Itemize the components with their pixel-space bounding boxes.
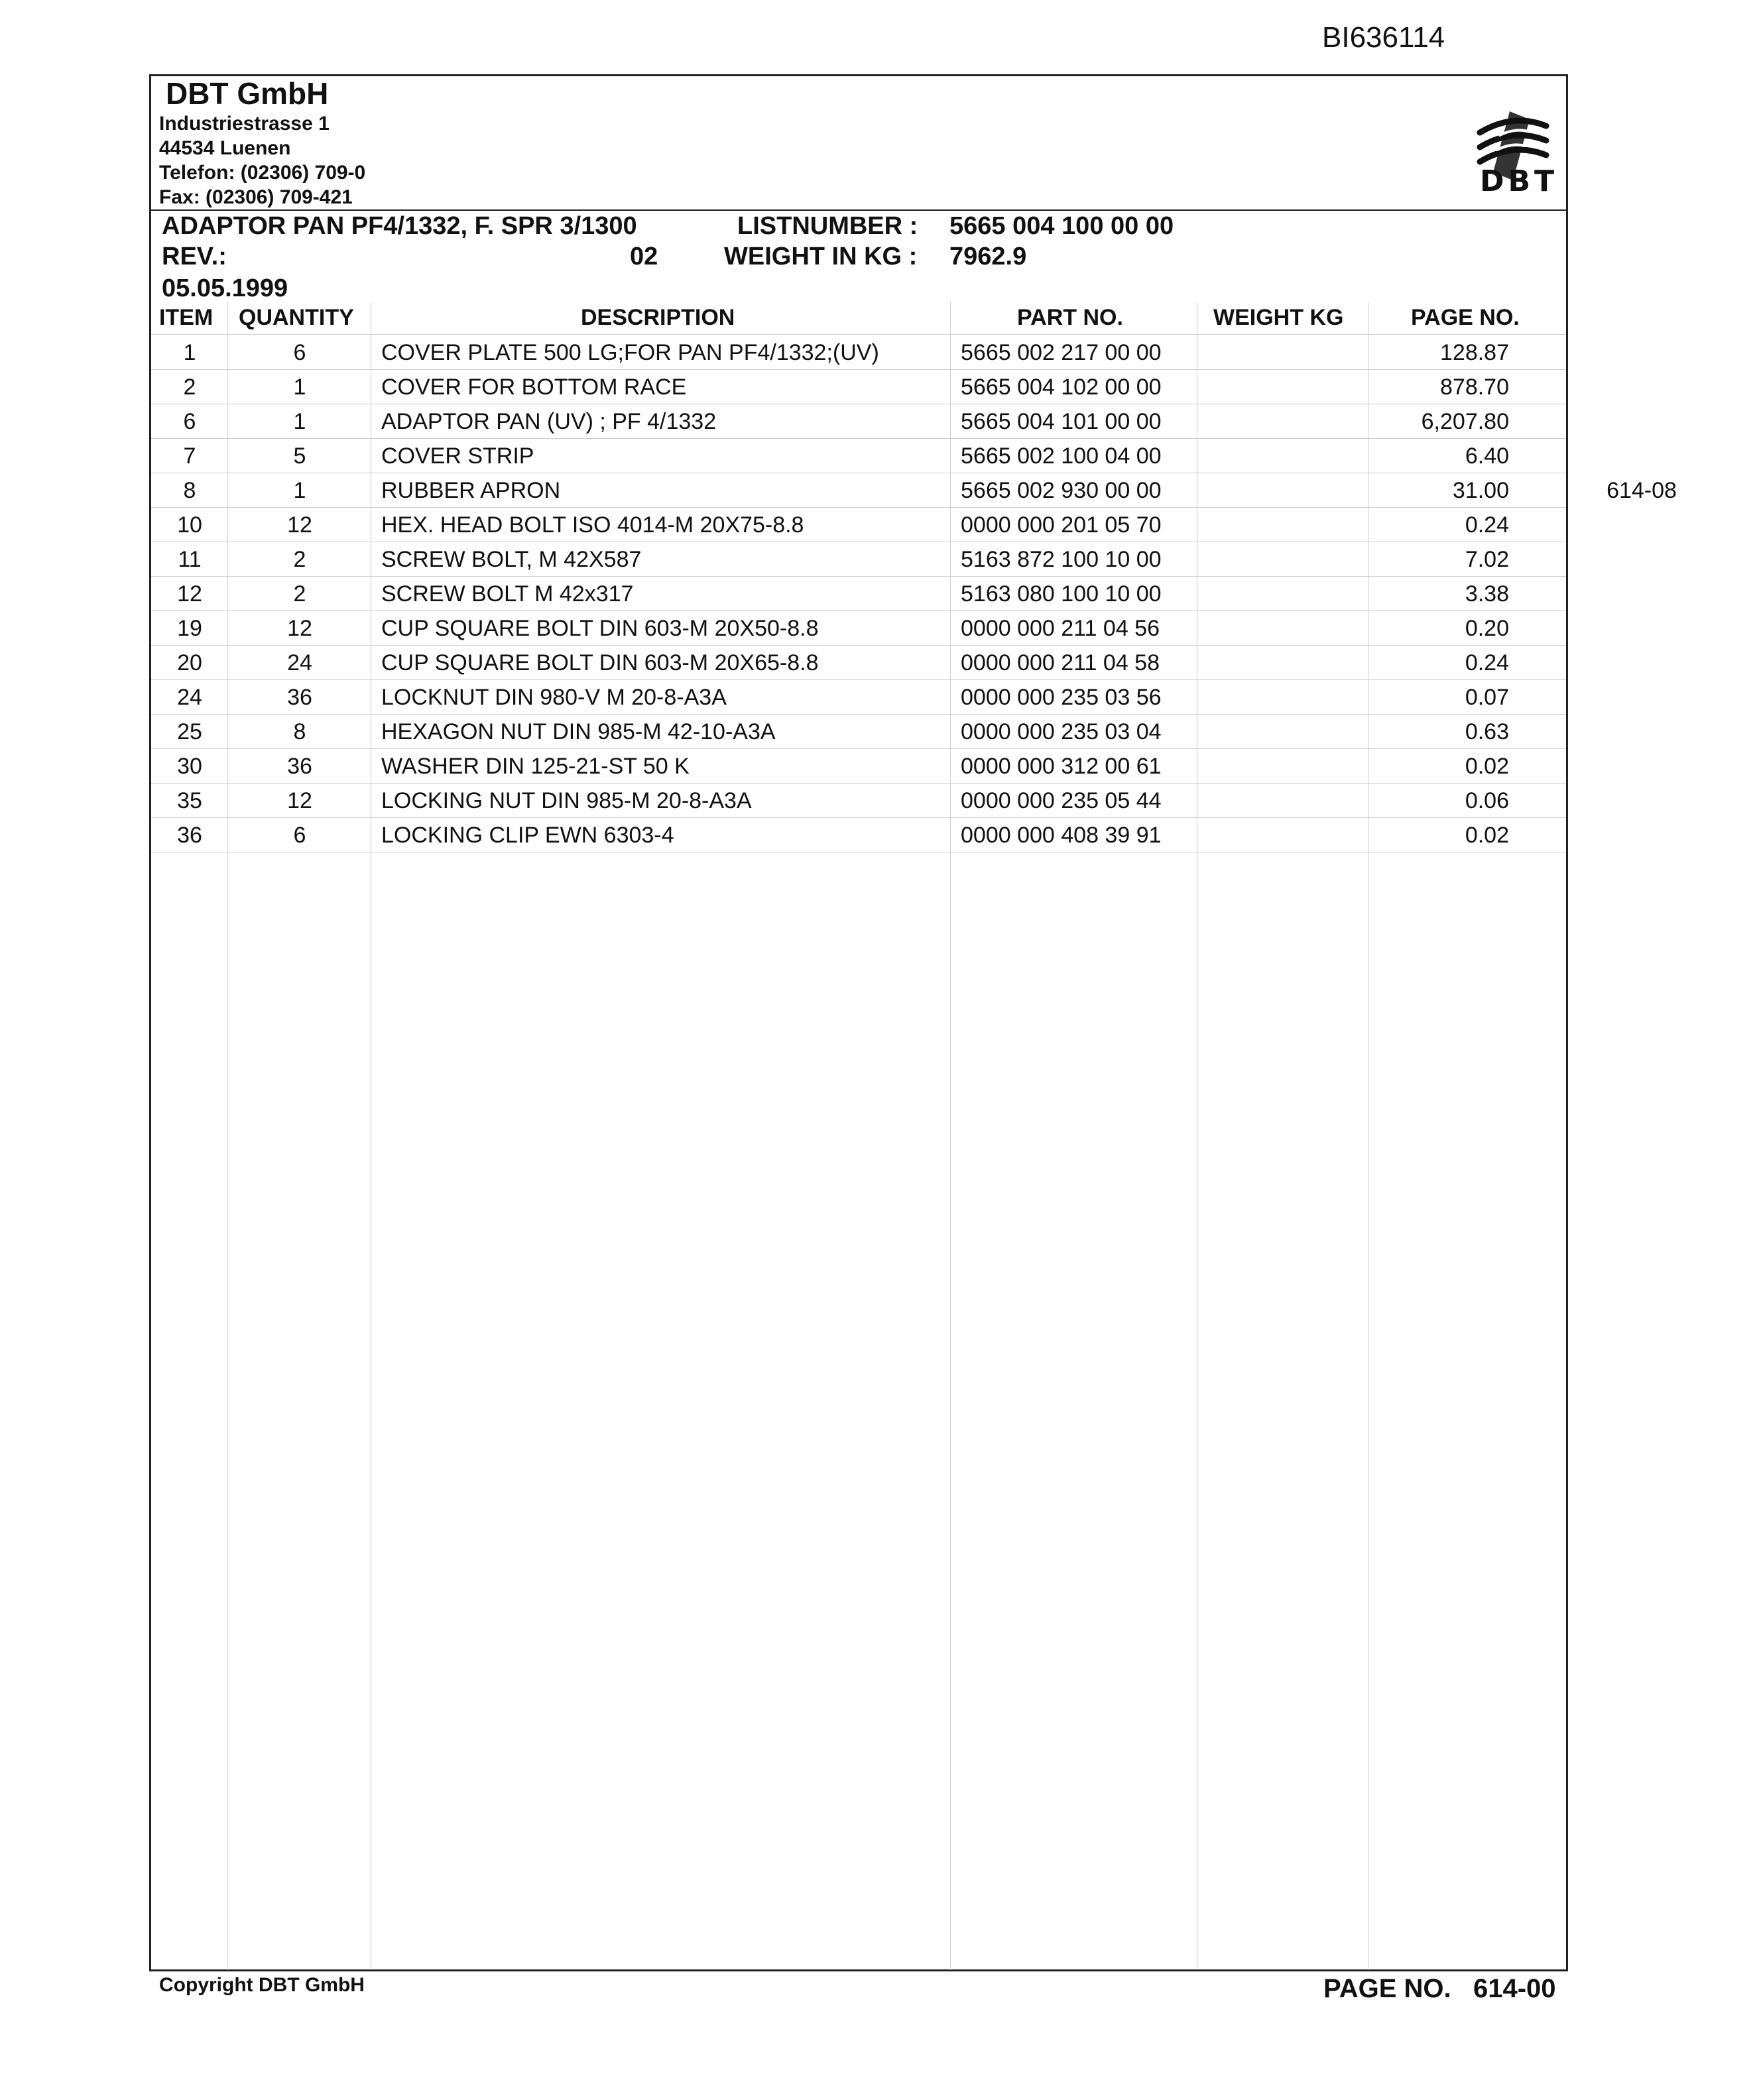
cell-description: HEXAGON NUT DIN 985-M 42-10-A3A [381, 719, 776, 744]
cell-description: WASHER DIN 125-21-ST 50 K [381, 754, 690, 779]
cell-item: 6 [183, 409, 196, 434]
cell-quantity: 2 [293, 581, 306, 607]
table-row [151, 714, 1566, 749]
cell-weight: 878.70 [1440, 375, 1509, 400]
list-date: 05.05.1999 [162, 274, 288, 302]
cell-part-no: 0000 000 201 05 70 [961, 512, 1162, 538]
page-number-label: PAGE NO. [1323, 1974, 1451, 2003]
cell-part-no: 0000 000 235 05 44 [961, 788, 1162, 813]
cell-part-no: 5665 002 930 00 00 [961, 478, 1162, 503]
page-number-value: 614-00 [1473, 1974, 1556, 2003]
copyright-notice: Copyright DBT GmbH [159, 1974, 365, 1996]
cell-weight: 0.02 [1465, 823, 1509, 848]
cell-weight: 0.24 [1465, 512, 1509, 538]
column-header-item: ITEM [159, 305, 213, 330]
cell-quantity: 12 [287, 788, 312, 813]
table-row [151, 404, 1566, 439]
cell-item: 2 [183, 375, 196, 400]
cell-page-no: 614-08 [1607, 478, 1677, 503]
cell-item: 10 [177, 512, 202, 538]
cell-item: 1 [183, 340, 196, 365]
table-row [151, 369, 1566, 404]
cell-weight: 3.38 [1465, 581, 1509, 607]
cell-item: 19 [177, 616, 202, 641]
company-street: Industriestrasse 1 [159, 113, 330, 135]
company-fax: Fax: (02306) 709-421 [159, 186, 353, 208]
cell-quantity: 2 [293, 547, 306, 572]
cell-part-no: 0000 000 211 04 58 [961, 650, 1160, 675]
cell-quantity: 24 [287, 650, 312, 675]
cell-item: 30 [177, 754, 202, 779]
column-header-part-no: PART NO. [1017, 305, 1123, 330]
column-header-weight: WEIGHT KG [1213, 305, 1344, 330]
cell-part-no: 5665 002 100 04 00 [961, 443, 1162, 469]
cell-weight: 7.02 [1465, 547, 1509, 572]
cell-part-no: 0000 000 235 03 04 [961, 719, 1162, 744]
table-row [151, 783, 1566, 818]
cell-description: HEX. HEAD BOLT ISO 4014-M 20X75-8.8 [381, 512, 804, 538]
cell-item: 12 [177, 581, 202, 607]
cell-quantity: 1 [293, 409, 306, 434]
table-row [151, 473, 1677, 508]
cell-item: 35 [177, 788, 202, 813]
cell-description: LOCKING CLIP EWN 6303-4 [381, 823, 674, 848]
company-city: 44534 Luenen [159, 137, 291, 159]
cell-part-no: 0000 000 312 00 61 [961, 754, 1162, 779]
table-row [151, 507, 1566, 542]
cell-part-no: 5665 002 217 00 00 [961, 340, 1162, 365]
cell-description: SCREW BOLT, M 42X587 [381, 547, 642, 572]
cell-quantity: 12 [287, 616, 312, 641]
cell-quantity: 36 [287, 685, 312, 710]
table-row [151, 542, 1566, 577]
cell-description: SCREW BOLT M 42x317 [381, 581, 634, 607]
cell-item: 8 [183, 478, 196, 503]
cell-description: ADAPTOR PAN (UV) ; PF 4/1332 [381, 409, 717, 434]
cell-description: CUP SQUARE BOLT DIN 603-M 20X65-8.8 [381, 650, 819, 675]
logo-text: DBT [1480, 164, 1559, 198]
cell-part-no: 0000 000 235 03 56 [961, 685, 1162, 710]
cell-quantity: 6 [293, 823, 306, 848]
table-row [151, 645, 1566, 680]
cell-description: LOCKNUT DIN 980-V M 20-8-A3A [381, 685, 727, 710]
table-row [151, 817, 1566, 852]
list-title: ADAPTOR PAN PF4/1332, F. SPR 3/1300 [162, 212, 637, 240]
table-row [151, 611, 1566, 646]
header-divider [149, 209, 1568, 211]
cell-description: COVER STRIP [381, 443, 534, 469]
cell-quantity: 12 [287, 512, 312, 538]
weight-value: 7962.9 [949, 243, 1027, 270]
cell-description: COVER PLATE 500 LG;FOR PAN PF4/1332;(UV) [381, 340, 879, 365]
cell-weight: 0.06 [1465, 788, 1509, 813]
cell-quantity: 5 [293, 443, 306, 469]
cell-quantity: 1 [293, 375, 306, 400]
company-phone: Telefon: (02306) 709-0 [159, 162, 366, 184]
cell-weight: 128.87 [1440, 340, 1509, 365]
cell-weight: 31.00 [1452, 478, 1509, 503]
cell-weight: 0.63 [1465, 719, 1509, 744]
document-id: BI636114 [1322, 21, 1445, 54]
table-row [151, 679, 1566, 715]
cell-description: COVER FOR BOTTOM RACE [381, 375, 687, 400]
cell-item: 36 [177, 823, 202, 848]
cell-item: 7 [183, 443, 196, 469]
cell-part-no: 5163 080 100 10 00 [961, 581, 1162, 607]
cell-weight: 6,207.80 [1421, 409, 1509, 434]
cell-weight: 0.20 [1465, 616, 1509, 641]
rev-value: 02 [630, 243, 658, 270]
cell-description: CUP SQUARE BOLT DIN 603-M 20X50-8.8 [381, 616, 819, 641]
company-name: DBT GmbH [166, 76, 329, 111]
column-header-description: DESCRIPTION [581, 305, 735, 330]
cell-part-no: 5665 004 101 00 00 [961, 409, 1162, 434]
rev-label: REV.: [162, 243, 227, 270]
listnumber-value: 5665 004 100 00 00 [949, 212, 1174, 240]
cell-item: 25 [177, 719, 202, 744]
cell-part-no: 5665 004 102 00 00 [961, 375, 1162, 400]
cell-quantity: 6 [293, 340, 306, 365]
cell-part-no: 0000 000 408 39 91 [961, 823, 1162, 848]
cell-item: 24 [177, 685, 202, 710]
weight-label: WEIGHT IN KG : [724, 243, 918, 270]
cell-quantity: 36 [287, 754, 312, 779]
cell-weight: 0.07 [1465, 685, 1509, 710]
cell-quantity: 1 [293, 478, 306, 503]
cell-part-no: 5163 872 100 10 00 [961, 547, 1162, 572]
cell-item: 20 [177, 650, 202, 675]
cell-weight: 0.24 [1465, 650, 1509, 675]
table-row [151, 576, 1566, 611]
cell-part-no: 0000 000 211 04 56 [961, 616, 1160, 641]
cell-weight: 6.40 [1465, 443, 1509, 469]
table-row [151, 748, 1566, 784]
column-header-page-no: PAGE NO. [1411, 305, 1520, 330]
cell-weight: 0.02 [1465, 754, 1509, 779]
cell-quantity: 8 [293, 719, 306, 744]
listnumber-label: LISTNUMBER : [737, 212, 918, 240]
cell-item: 11 [178, 547, 202, 572]
column-header-quantity: QUANTITY [239, 305, 354, 330]
table-row [151, 438, 1566, 473]
table-row [151, 335, 1566, 370]
cell-description: RUBBER APRON [381, 478, 561, 503]
cell-description: LOCKING NUT DIN 985-M 20-8-A3A [381, 788, 752, 813]
